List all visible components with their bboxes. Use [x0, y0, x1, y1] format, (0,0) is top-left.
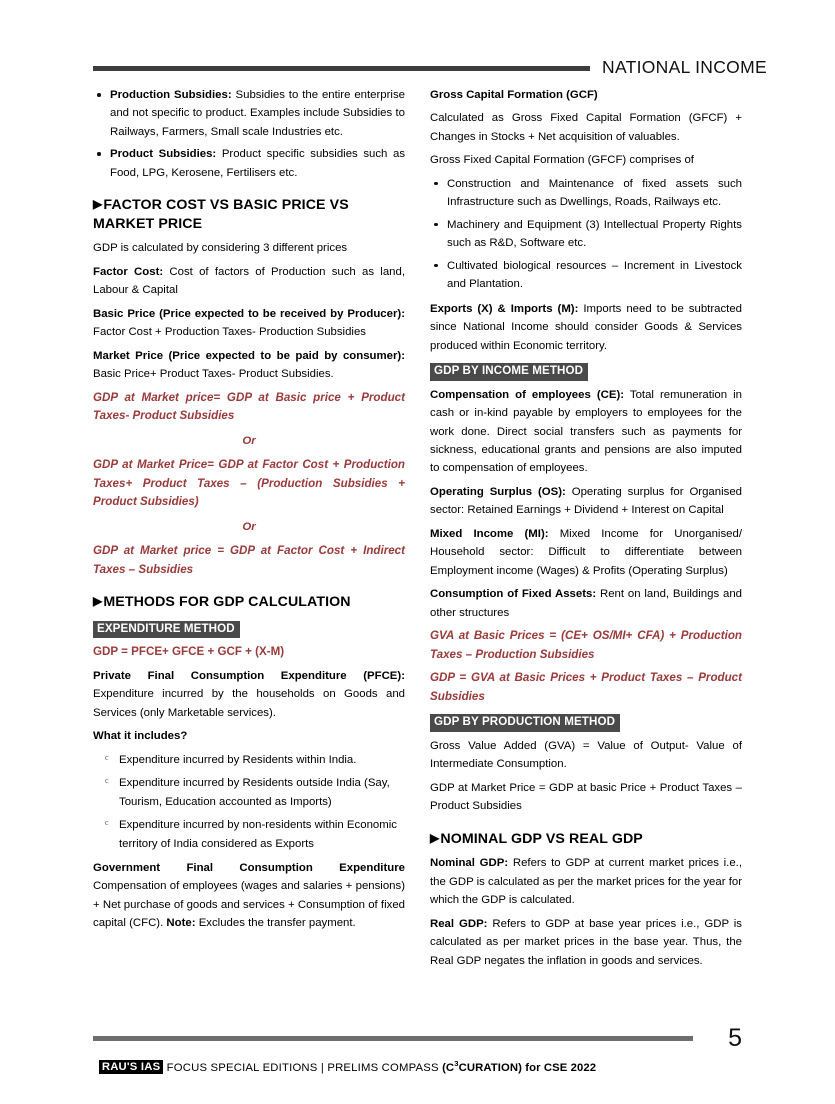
triangle-right-icon: ▶ [93, 594, 103, 609]
triangle-right-icon: ▶ [430, 830, 440, 845]
subsidy-bullet-list [93, 86, 405, 182]
bullet-label: Product Subsidies: [110, 148, 217, 161]
item-text: Refers to GDP at current market prices i.e., the GDP is calculated as per the market prices for the year for which the GDP is calculated. [430, 857, 742, 907]
header-rule [93, 66, 590, 71]
item-text: Refers to GDP at base year prices i.e., GDP is calculated as per market prices in the base year. Thus, the Real GDP negates the inflation in goods and services. [430, 917, 743, 967]
item-label: Basic Price (Price expected to be received by Producer): [93, 307, 405, 320]
formula-market-indirect: GDP at Market price = GDP at Factor Cost + Indirect Taxes – Subsidies [93, 544, 405, 576]
highlight-expenditure-method: EXPENDITURE METHOD [93, 621, 240, 638]
bullet-label: Production Subsidies: [110, 89, 232, 101]
item-text: Cost of factors of Production such as land, Labour & Capital [93, 265, 405, 297]
nominal-gdp-item [430, 854, 742, 909]
item-text: Operating surplus for Organised sector: Retained Earnings + Dividend + Interest on Capital [430, 485, 742, 517]
formula-gva-basic-prices: GVA at Basic Prices = (CE+ OS/MI+ CFA) + Production Taxes – Production Subsidies [430, 629, 742, 661]
brand-badge: RAU'S IAS [99, 1060, 163, 1074]
page-footer [93, 1024, 742, 1074]
item-text: Compensation of employees (wages and salaries + pensions) + Net purchase of goods and services + Consumption of fixed capital (CFC). [93, 880, 405, 930]
formula-gdp-gva: GDP = GVA at Basic Prices + Product Taxes – Product Subsidies [430, 671, 742, 703]
item-label: Operating Surplus (OS): [430, 485, 566, 498]
note-text: Excludes the transfer payment. [195, 917, 356, 930]
gfce-item [93, 859, 405, 933]
real-gdp-item [430, 915, 742, 970]
factor-cost-intro: GDP is calculated by considering 3 different prices [93, 242, 348, 255]
bullet-text: Product specific subsidies such as Food, LPG, Kerosene, Fertilisers etc. [110, 148, 406, 179]
compensation-employees-item [430, 386, 742, 478]
what-it-includes-heading: What it includes? [93, 730, 188, 743]
bullet-text: Subsidies to the entire enterprise and not specific to product. Examples include Subsidies to Railways, Farmers, Small scale Industries etc. [110, 89, 405, 138]
formula-market-basic: GDP at Market price= GDP at Basic price + Product Taxes- Product Subsidies [93, 390, 405, 423]
list-item [93, 145, 405, 182]
list-item: c Expenditure incurred by Residents outside India (Say, Tourism, Education accounted as Imports) [93, 774, 405, 811]
formula-market-factor: GDP at Market Price= GDP at Factor Cost + Production Taxes+ Product Taxes – (Production Subsidies + Product Subsidies) [93, 458, 405, 509]
gcf-para-2: Gross Fixed Capital Formation (GFCF) comprises of [430, 154, 694, 167]
gcf-para-1: Calculated as Gross Fixed Capital Formation (GFCF) + Changes in Stocks + Net acquisition of valuables. [430, 112, 742, 143]
note-label: Note: [166, 917, 196, 930]
or-separator-2: Or [242, 520, 256, 533]
footer-rule-row [93, 1024, 742, 1052]
two-column-body [93, 86, 742, 975]
footer-middle-text: FOCUS SPECIAL EDITIONS | PRELIMS COMPASS [163, 1061, 443, 1074]
footer-edition-post: CURATION) for CSE 2022 [458, 1061, 597, 1074]
section-heading-methods [93, 593, 405, 611]
section-heading-text: FACTOR COST VS BASIC PRICE VS MARKET PRICE [93, 197, 349, 232]
item-label: Factor Cost: [93, 265, 164, 278]
list-item [93, 86, 405, 141]
section-heading-nominal-real [430, 830, 742, 848]
list-item: Construction and Maintenance of fixed assets such Infrastructure such as Dwellings, Roads, Railways etc. [430, 175, 742, 212]
or-separator-1: Or [242, 434, 256, 447]
mixed-income-item [430, 525, 742, 580]
page-number: 5 [728, 1024, 742, 1052]
item-text: Total remuneration in cash or in-kind payable by employers to employees for the work done. Direct social transfers such as payments for sickness, educational grants and pensions are also imputed to compensation of employees. [430, 388, 743, 475]
list-item: c Expenditure incurred by Residents within India. [93, 751, 405, 769]
exports-imports-item [430, 300, 742, 355]
item-label: Mixed Income (MI): [430, 527, 549, 540]
market-price-item [93, 347, 405, 384]
footer-rule [93, 1036, 693, 1041]
gfcf-bullet-list [430, 175, 742, 294]
highlight-gdp-income-method: GDP BY INCOME METHOD [430, 363, 588, 380]
item-text: Expenditure incurred by the households on Goods and Services (only Marketable services). [93, 688, 405, 719]
footer-credit-line [93, 1059, 742, 1074]
factor-cost-item [93, 263, 405, 300]
section-heading-text: NOMINAL GDP VS REAL GDP [440, 830, 643, 847]
item-label: Market Price (Price expected to be paid by consumer): [93, 349, 405, 362]
footer-edition-pre: (C [442, 1061, 455, 1074]
item-text: Factor Cost + Production Taxes- Production Subsidies [93, 326, 366, 339]
left-column [93, 86, 405, 975]
item-text: Imports need to be subtracted since National Income should consider Goods & Services produced within Economic territory. [430, 302, 743, 352]
item-label: Real GDP: [430, 917, 488, 930]
item-label: Private Final Consumption Expenditure (PFCE): [93, 669, 405, 682]
item-label: Compensation of employees (CE): [430, 388, 625, 401]
pfce-item [93, 667, 405, 722]
section-heading-factor-cost [93, 196, 405, 233]
item-label: Exports (X) & Imports (M): [430, 302, 579, 315]
operating-surplus-item [430, 483, 742, 520]
right-column [430, 86, 742, 975]
item-text: Rent on land, Buildings and other structures [430, 588, 742, 619]
list-item: c Expenditure incurred by non-residents within Economic territory of India considered as Exports [93, 816, 405, 853]
footer-edition-superscript: 3 [454, 1058, 459, 1068]
item-text: Mixed Income for Unorganised/ Household sector: Difficult to differentiate between Employment income (Wages) & Profits (Operating Surplus) [430, 527, 742, 577]
page-title: NATIONAL INCOME [602, 57, 767, 78]
consumption-fixed-assets-item [430, 585, 742, 622]
section-heading-text: METHODS FOR GDP CALCULATION [103, 594, 351, 611]
highlight-gdp-production-method: GDP BY PRODUCTION METHOD [430, 714, 620, 731]
item-text: Basic Price+ Product Taxes- Product Subsidies. [93, 368, 334, 381]
item-label: Government Final Consumption Expenditure [93, 862, 405, 874]
item-label: Nominal GDP: [430, 857, 509, 870]
pfce-includes-list [93, 751, 405, 853]
list-item: Cultivated biological resources – Increment in Livestock and Plantation. [430, 257, 742, 294]
page-header [93, 52, 767, 84]
gdp-market-price-definition: GDP at Market Price = GDP at basic Price + Product Taxes – Product Subsidies [430, 781, 742, 813]
gva-definition: Gross Value Added (GVA) = Value of Output- Value of Intermediate Consumption. [430, 739, 742, 771]
list-item: Machinery and Equipment (3) Intellectual Property Rights such as R&D, Software etc. [430, 216, 742, 253]
gcf-heading: Gross Capital Formation (GCF) [430, 89, 598, 101]
triangle-right-icon: ▶ [93, 197, 103, 212]
basic-price-item [93, 305, 405, 342]
item-label: Consumption of Fixed Assets: [430, 588, 597, 601]
formula-gdp-expenditure: GDP = PFCE+ GFCE + GCF + (X-M) [93, 645, 285, 659]
